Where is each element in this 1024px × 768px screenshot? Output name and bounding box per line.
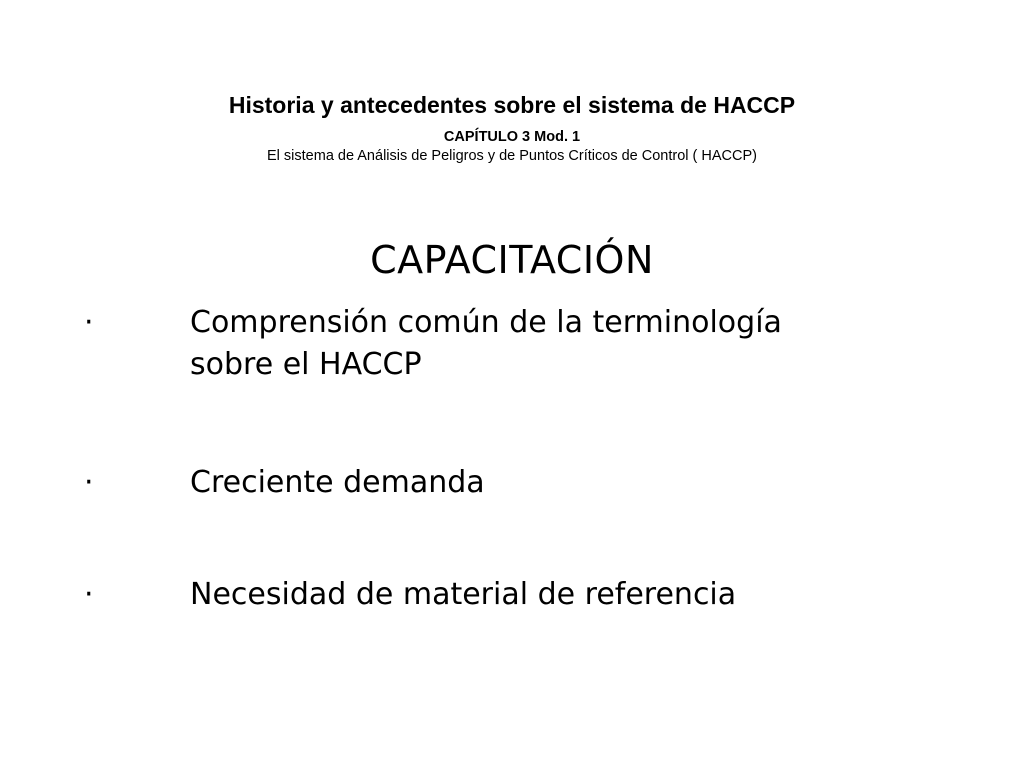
- bullet-line: Comprensión común de la terminología: [190, 305, 782, 340]
- bullet-line: sobre el HACCP: [190, 347, 422, 382]
- main-title: Historia y antecedentes sobre el sistema de HACCP: [228, 92, 796, 118]
- bullet-text: [190, 462, 890, 504]
- subtitle: El sistema de Análisis de Peligros y de Puntos Críticos de Control ( HACCP): [267, 148, 757, 164]
- bullet-marker: ·: [84, 465, 94, 500]
- section-title: CAPACITACIÓN: [370, 238, 654, 282]
- slide-header: [0, 88, 1024, 166]
- bullet-marker: ·: [84, 305, 94, 340]
- bullet-marker: ·: [84, 577, 94, 612]
- bullet-line: Creciente demanda: [190, 465, 485, 500]
- bullet-text: [190, 574, 890, 616]
- bullet-line: Necesidad de material de referencia: [190, 577, 737, 612]
- chapter-label: CAPÍTULO 3 Mod. 1: [443, 129, 581, 145]
- bullet-text: [190, 302, 890, 386]
